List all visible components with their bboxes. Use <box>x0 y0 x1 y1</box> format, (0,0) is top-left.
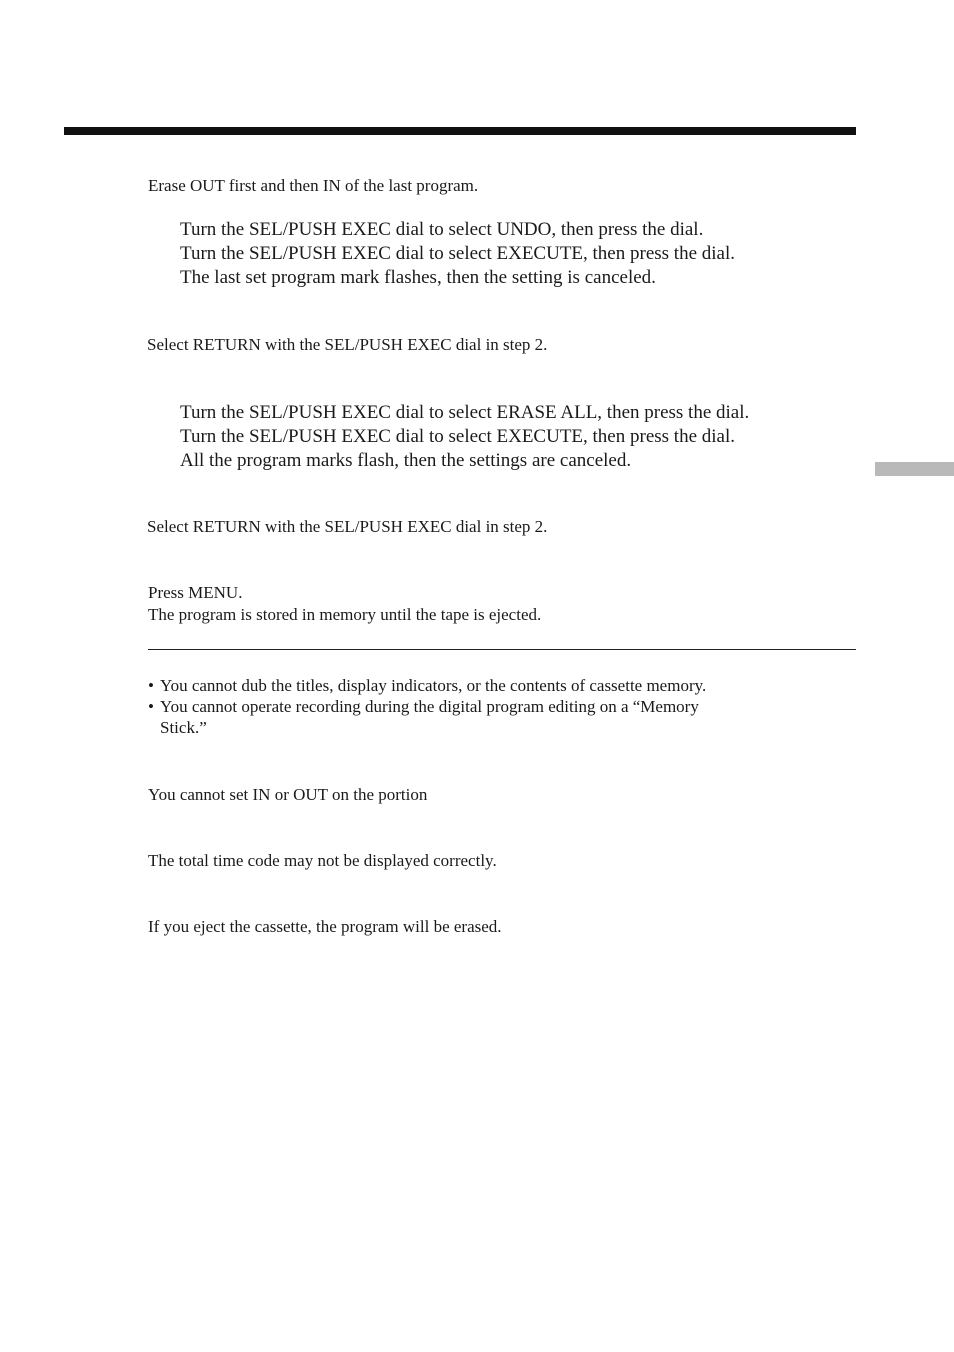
erase-all-step-1: Turn the SEL/PUSH EXEC dial to select ERASE ALL, then press the dial. <box>180 402 750 423</box>
header-rule <box>64 127 856 135</box>
finish-instruction: Press MENU. <box>148 583 243 602</box>
notes-bullet-list <box>148 675 848 738</box>
undo-step-1: Turn the SEL/PUSH EXEC dial to select UNDO, then press the dial. <box>180 219 704 240</box>
time-code-note: The total time code may not be displayed correctly. <box>148 851 497 870</box>
erase-all-cancel-note: Select RETURN with the SEL/PUSH EXEC dial in step 2. <box>147 517 548 536</box>
bullet-marker: • <box>148 676 154 695</box>
undo-step-result: The last set program mark flashes, then the setting is canceled. <box>180 267 656 288</box>
erase-all-step-2: Turn the SEL/PUSH EXEC dial to select EXECUTE, then press the dial. <box>180 426 735 447</box>
undo-intro: Erase OUT first and then IN of the last program. <box>148 176 479 195</box>
portion-note: You cannot set IN or OUT on the portion <box>148 785 428 804</box>
section-tab-marker <box>875 462 954 476</box>
note-bullet-item <box>148 696 848 738</box>
eject-note: If you eject the cassette, the program will be erased. <box>148 917 502 936</box>
note-bullet-text: You cannot operate recording during the digital program editing on a “Memory Stick.” <box>160 697 699 737</box>
notes-divider <box>148 649 856 650</box>
undo-step-2: Turn the SEL/PUSH EXEC dial to select EXECUTE, then press the dial. <box>180 243 735 264</box>
note-bullet-text: You cannot dub the titles, display indicators, or the contents of cassette memory. <box>160 676 707 695</box>
note-bullet-item <box>148 675 848 696</box>
finish-note: The program is stored in memory until the tape is ejected. <box>148 605 542 624</box>
bullet-marker: • <box>148 697 154 716</box>
undo-cancel-note: Select RETURN with the SEL/PUSH EXEC dial in step 2. <box>147 335 548 354</box>
erase-all-step-result: All the program marks flash, then the settings are canceled. <box>180 450 632 471</box>
